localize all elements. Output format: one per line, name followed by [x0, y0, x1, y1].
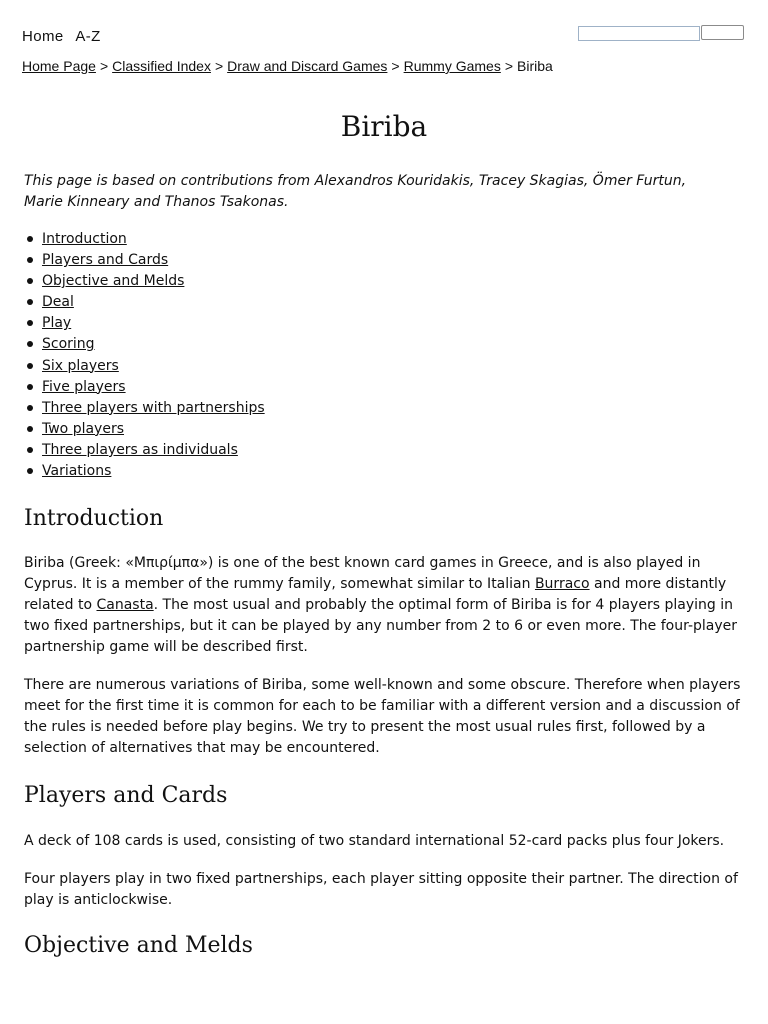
breadcrumb-separator: >	[391, 58, 400, 74]
toc-link-players-and-cards[interactable]: Players and Cards	[42, 252, 169, 269]
section-heading-players-and-cards: Players and Cards	[24, 783, 228, 808]
toc-link-scoring[interactable]: Scoring	[42, 336, 95, 353]
breadcrumb-current-page: Biriba	[517, 58, 553, 74]
breadcrumb-rummy-games-link[interactable]: Rummy Games	[403, 58, 501, 74]
toc-item	[24, 334, 265, 355]
toc-link-deal[interactable]: Deal	[42, 294, 74, 311]
intro-text-part-1: Biriba (Greek: «Μπιρίμπα») is one of the best known card games in Greece, and is also played in Cyprus. It is a member of the rummy family, somewhat similar to Italian	[24, 555, 701, 592]
intro-text-part-2: and more distantly related to	[24, 576, 727, 613]
nav-a-z-link[interactable]: A-Z	[75, 28, 101, 45]
breadcrumb-home-page-link[interactable]: Home Page	[22, 58, 96, 74]
nav-home-link[interactable]: Home	[22, 28, 64, 45]
top-nav	[22, 26, 109, 48]
breadcrumb	[22, 55, 553, 77]
section-heading-objective-and-melds: Objective and Melds	[24, 933, 253, 958]
search-input[interactable]	[578, 26, 700, 41]
toc-link-two-players[interactable]: Two players	[42, 420, 125, 437]
toc-item	[24, 377, 265, 398]
breadcrumb-classified-index-link[interactable]: Classified Index	[112, 58, 211, 74]
toc-item	[24, 356, 265, 377]
breadcrumb-separator: >	[214, 58, 224, 74]
toc-link-six-players[interactable]: Six players	[42, 357, 119, 374]
toc-item	[24, 313, 265, 334]
intro-paragraph-2: There are numerous variations of Biriba, some well-known and some obscure. Therefore when players meet for the first time it is common for each to be familiar with a different version and a discussion of the rules is needed before play begins. We try to present the most usual rules first, followed by a selection of alternatives that may be encountered.	[24, 677, 741, 756]
page-title: Biriba	[340, 110, 428, 143]
intro-paragraph-1	[24, 553, 750, 658]
table-of-contents	[24, 229, 265, 482]
toc-link-play[interactable]: Play	[42, 315, 72, 332]
players-cards-paragraph-1: A deck of 108 cards is used, consisting of two standard international 52-card packs plus four Jokers.	[24, 833, 725, 849]
intro-text-part-3: . The most usual and probably the optimal form of Biriba is for 4 players playing in two fixed partnerships, but it can be played by any number from 2 to 6 or even more. The four-player partnership game will be described first.	[24, 597, 738, 655]
toc-link-introduction[interactable]: Introduction	[42, 231, 127, 247]
breadcrumb-separator: >	[504, 58, 514, 74]
canasta-link[interactable]: Canasta	[96, 597, 154, 613]
toc-link-three-players-individuals[interactable]: Three players as individuals	[42, 441, 238, 458]
players-cards-paragraph-2: Four players play in two fixed partnerships, each player sitting opposite their partner. The direction of play is anticlockwise.	[24, 871, 738, 908]
top-bar	[22, 26, 746, 50]
section-heading-introduction: Introduction	[24, 506, 164, 531]
toc-item	[24, 440, 265, 461]
toc-item	[24, 398, 265, 419]
toc-item	[24, 292, 265, 313]
toc-link-three-players-partnerships[interactable]: Three players with partnerships	[42, 399, 265, 416]
search-button[interactable]	[701, 25, 744, 40]
toc-item	[24, 229, 265, 250]
breadcrumb-separator: >	[99, 58, 109, 74]
contributors-note: This page is based on contributions from Alexandros Kouridakis, Tracey Skagias, Ömer Furtun, Marie Kinneary and Thanos Tsakonas.	[24, 173, 687, 210]
toc-link-objective-and-melds[interactable]: Objective and Melds	[42, 273, 185, 290]
toc-link-variations[interactable]: Variations	[42, 463, 112, 480]
toc-item	[24, 250, 265, 271]
toc-link-five-players[interactable]: Five players	[42, 378, 126, 395]
breadcrumb-draw-and-discard-link[interactable]: Draw and Discard Games	[227, 58, 388, 74]
toc-item	[24, 271, 265, 292]
toc-item	[24, 461, 265, 482]
burraco-link[interactable]: Burraco	[534, 576, 590, 592]
toc-item	[24, 419, 265, 440]
